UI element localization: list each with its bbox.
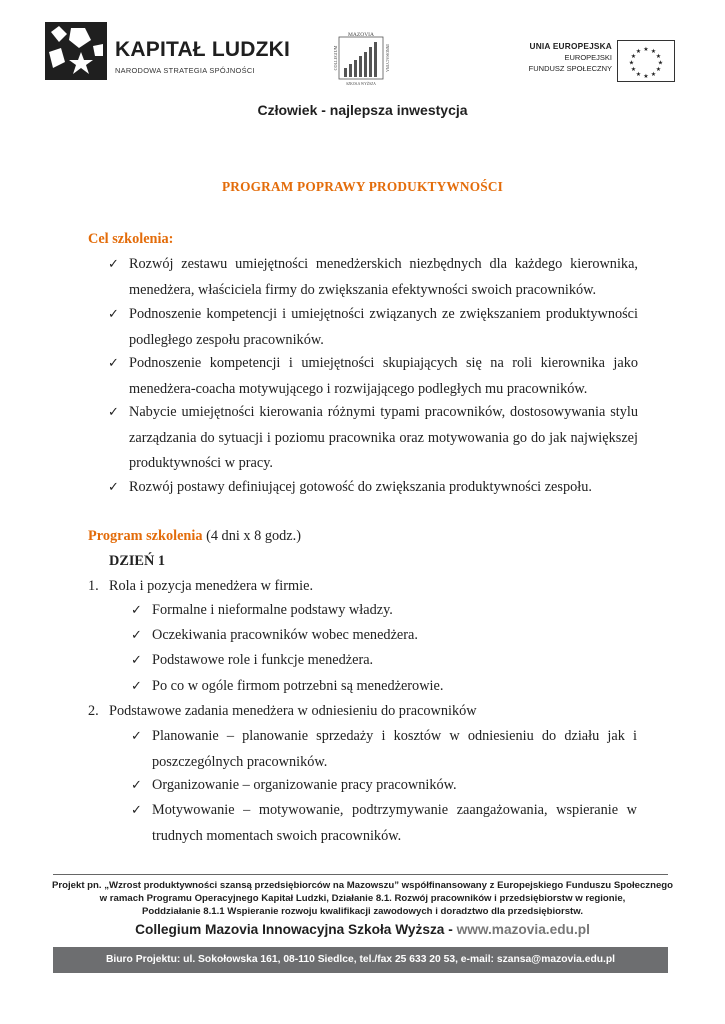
collegium-mazovia-logo (330, 30, 392, 86)
footer-project-line-3: Poddziałanie 8.1.1 Wspieranie rozwoju kwalifikacji zawodowych i doradztwo dla przedsiębiorstw. (141, 906, 584, 917)
svg-text:★: ★ (635, 48, 642, 55)
motto: Człowiek - najlepsza inwestycja (257, 102, 468, 118)
footer-project-line-2: w ramach Programu Operacyjnego Kapitał Ludzki, Działanie 8.1. Rozwój pracowników i przedsiębiorstw w regionie, (99, 893, 626, 904)
kapital-ludzki-logo (45, 22, 291, 82)
collegium-logo-top: MAZOVIA (348, 32, 374, 38)
page-header (0, 0, 725, 130)
checkmark-icon: ✓ (131, 778, 142, 793)
topic-item-text: Formalne i nieformalne podstawy władzy. (152, 602, 393, 618)
topic-item (131, 598, 637, 624)
footer-college (0, 922, 725, 937)
goals-heading (88, 231, 173, 248)
svg-text:★: ★ (643, 73, 649, 80)
topic-item-text: Po co w ogóle firmom potrzebni są menedżerowie. (152, 678, 444, 694)
topic-heading (88, 703, 477, 720)
goal-item (108, 400, 638, 477)
goals-heading-text: Cel szkolenia: (88, 231, 174, 247)
program-heading (88, 528, 301, 545)
goal-text: Nabycie umiejętności kierowania różnymi typami pracowników, dostosowywania stylu zarządzania do sytuacji i poziomu pracownika oraz motywowania go do jak największej produktywności w pracy. (129, 404, 638, 472)
checkmark-icon: ✓ (131, 628, 142, 643)
topic-number: 2. (88, 703, 99, 719)
checkmark-icon: ✓ (131, 729, 142, 744)
eu-logo (500, 36, 680, 86)
svg-text:★: ★ (630, 66, 637, 73)
document-title: PROGRAM POPRAWY PRODUKTYWNOŚCI (221, 179, 504, 194)
goal-text: Podnoszenie kompetencji i umiejętności związanych ze zwiększaniem produktywności podległego zespołu pracowników. (129, 306, 638, 348)
goal-item (108, 252, 638, 303)
goal-text: Rozwój zestawu umiejętności menedżerskich niezbędnych dla każdego kierownika, menedżera, właściciela firmy do zwiększania efektywności swoich pracowników. (129, 256, 638, 298)
day-heading: DZIEŃ 1 (109, 553, 166, 569)
footer-divider (53, 874, 668, 875)
kapital-ludzki-title: KAPITAŁ LUDZKI (115, 38, 291, 61)
svg-text:★: ★ (657, 59, 664, 67)
goal-text: Podnoszenie kompetencji i umiejętności skupiających się na roli kierownika jako menedżera-coacha motywującego i rozwijającego podległych mu pracowników. (129, 355, 638, 397)
footer-website-link[interactable]: www.mazovia.edu.pl (456, 922, 590, 937)
svg-text:★: ★ (655, 53, 662, 60)
checkmark-icon: ✓ (108, 307, 119, 322)
checkmark-icon: ✓ (108, 257, 119, 272)
svg-text:★: ★ (655, 66, 662, 73)
topic-item (131, 773, 637, 799)
checkmark-icon: ✓ (131, 603, 142, 618)
topic-item-text: Oczekiwania pracowników wobec menedżera. (152, 627, 418, 643)
kapital-ludzki-mark-icon (45, 22, 107, 80)
topic-item (131, 724, 637, 775)
checkmark-icon: ✓ (108, 480, 119, 495)
svg-text:★: ★ (643, 46, 649, 53)
checkmark-icon: ✓ (108, 405, 119, 420)
topic-item-text: Podstawowe role i funkcje menedżera. (152, 652, 374, 668)
eu-line-3: FUNDUSZ SPOŁECZNY (528, 64, 612, 73)
topic-title: Rola i pozycja menedżera w firmie. (109, 578, 314, 594)
goal-item (108, 351, 638, 402)
topic-heading (88, 578, 313, 595)
program-heading-text: Program szkolenia (88, 528, 203, 544)
footer-college-name: Collegium Mazovia Innowacyjna Szkoła Wyższa - (135, 922, 457, 937)
topic-item-text: Motywowanie – motywowanie, podtrzymywanie zaangażowania, wspieranie w trudnych momentach swoich pracowników. (152, 802, 637, 844)
svg-text:★: ★ (628, 59, 635, 67)
svg-text:★: ★ (630, 53, 637, 60)
topic-item (131, 674, 637, 700)
eu-line-1: UNIA EUROPEJSKA (529, 41, 612, 51)
svg-text:★: ★ (635, 71, 642, 78)
kapital-ludzki-subtitle: NARODOWA STRATEGIA SPÓJNOŚCI (115, 66, 255, 75)
svg-text:★: ★ (650, 48, 657, 55)
checkmark-icon: ✓ (131, 803, 142, 818)
checkmark-icon: ✓ (131, 653, 142, 668)
topic-item (131, 798, 637, 849)
topic-item-text: Planowanie – planowanie sprzedaży i kosztów w odniesieniu do działu jak i poszczególnych pracowników. (152, 728, 637, 770)
footer-project-info (0, 879, 725, 918)
collegium-logo-left: COLLEGIUM (333, 45, 338, 71)
eu-flag-icon (617, 40, 675, 82)
topic-item (131, 623, 637, 649)
checkmark-icon: ✓ (108, 356, 119, 371)
goal-item (108, 302, 638, 353)
goal-text: Rozwój postawy definiującej gotowość do zwiększania produktywności zespołu. (129, 479, 592, 495)
topic-title: Podstawowe zadania menedżera w odniesieniu do pracowników (109, 703, 477, 719)
footer-office-bar: Biuro Projektu: ul. Sokołowska 161, 08-110 Siedlce, tel./fax 25 633 20 53, e-mail: szansa@mazovia.edu.pl (53, 947, 668, 973)
topic-item-text: Organizowanie – organizowanie pracy pracowników. (152, 777, 457, 793)
svg-text:★: ★ (650, 71, 657, 78)
collegium-logo-right: INNOWACYJNA (385, 44, 389, 72)
eu-text (500, 41, 612, 74)
topic-item (131, 648, 637, 674)
program-duration: (4 dni x 8 godz.) (202, 528, 301, 544)
topic-number: 1. (88, 578, 99, 594)
collegium-logo-bottom: SZKOŁA WYŻSZA (346, 82, 376, 86)
eu-line-2: EUROPEJSKI (564, 53, 612, 62)
checkmark-icon: ✓ (131, 679, 142, 694)
goal-item (108, 475, 638, 501)
footer-project-line-1: Projekt pn. „Wzrost produktywności szansą przedsiębiorców na Mazowszu” współfinansowany z Europejskiego Funduszu Społecznego (51, 880, 674, 891)
